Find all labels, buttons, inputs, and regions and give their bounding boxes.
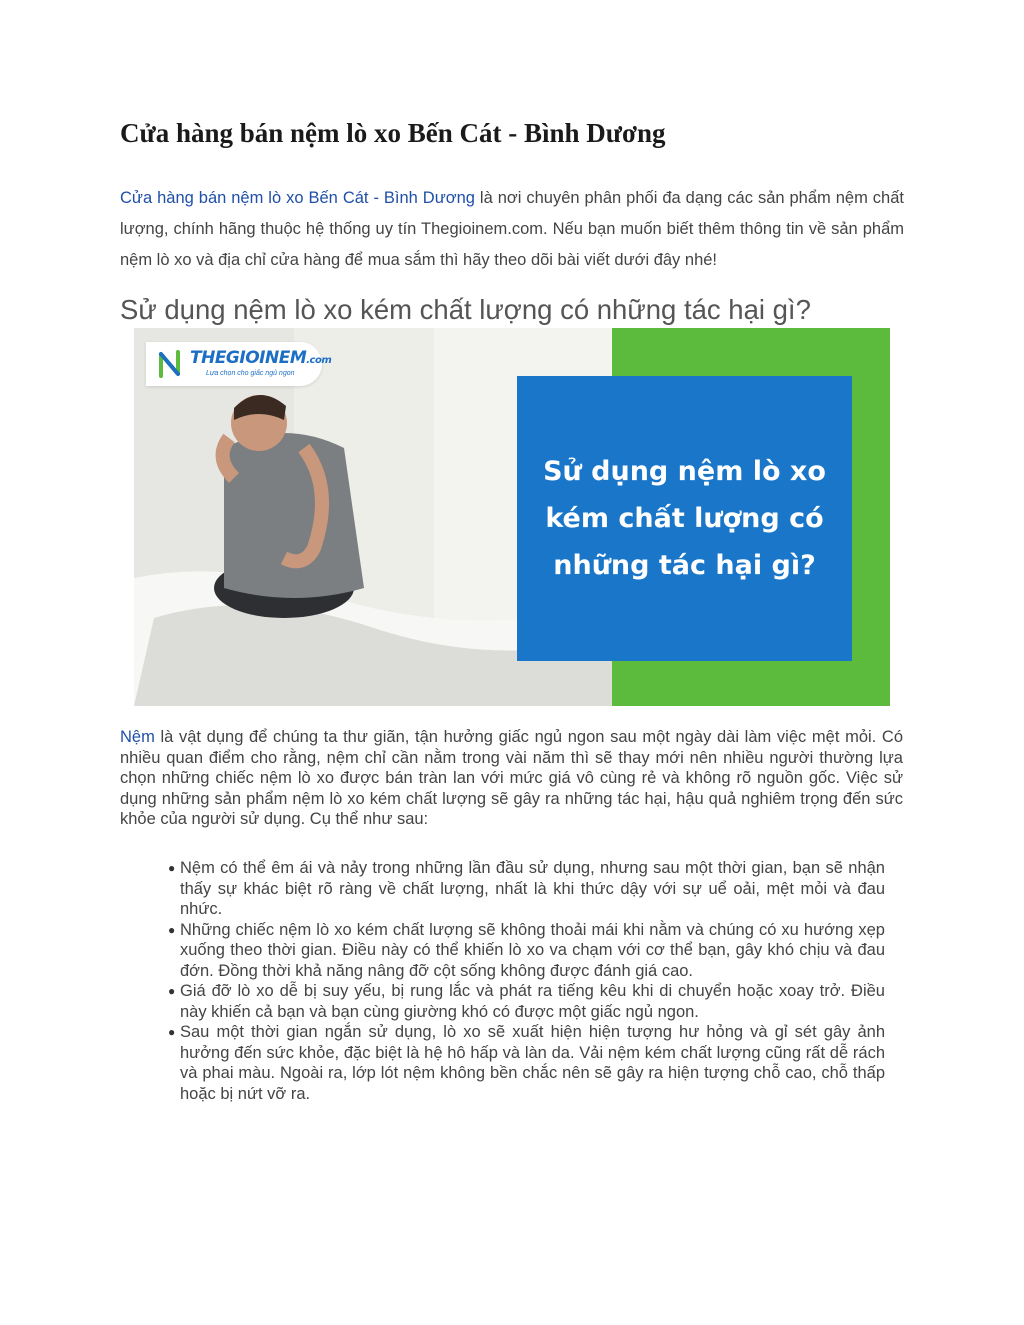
list-item: ● Những chiếc nệm lò xo kém chất lượng sẽ không thoải mái khi nằm và chúng có xu hướng xẹp xuống theo thời gian. Điều này có thể khiến lò xo va chạm với cơ thể bạn, gây khó chịu và đau đớn. Đồng thời khả năng nâng đỡ cột sống không được đánh giá cao. [168, 920, 885, 980]
banner-text-box [517, 376, 852, 661]
n-logo-icon [158, 349, 184, 379]
body-paragraph [120, 727, 903, 830]
intro-text: là nơi chuyên phân phối đa dạng các sản phẩm nệm chất lượng, chính hãng thuộc hệ thống uy tín Thegioinem.com. Nếu bạn muốn biết thêm thông tin về sản phẩm nệm lò xo và địa chỉ cửa hàng để mua sắm thì hãy theo dõi bài viết dưới đây nhé! [120, 189, 904, 269]
brand-logo [146, 342, 332, 386]
bullet-icon: ● [168, 922, 176, 937]
list-item: ● Sau một thời gian ngắn sử dụng, lò xo sẽ xuất hiện hiện tượng hư hỏng và gỉ sét gây ảnh hưởng đến sức khỏe, đặc biệt là hệ hô hấp và làn da. Vải nệm kém chất lượng cũng rất dễ rách và phai màu. Ngoài ra, lớp lót nệm không bền chắc nên sẽ gây ra hiện tượng chỗ cao, chỗ thấp hoặc bị nứt vỡ ra. [168, 1023, 885, 1103]
logo-name: THEGIOINEM.com [190, 348, 332, 368]
intro-paragraph [120, 183, 904, 276]
bullet-icon: ● [168, 861, 176, 875]
list-item: ● Giá đỡ lò xo dễ bị suy yếu, bị rung lắc và phát ra tiếng kêu khi di chuyển hoặc xoay trở. Điều này khiến cả bạn và bạn cùng giường khó có được một giấc ngủ ngon. [168, 982, 885, 1021]
harm-list [168, 858, 885, 1104]
bullet-icon: ● [168, 1025, 176, 1039]
bullet-icon: ● [168, 984, 176, 998]
section-heading: Sử dụng nệm lò xo kém chất lượng có những tác hại gì? [120, 294, 811, 325]
mattress-link[interactable]: Nệm [120, 728, 155, 746]
banner-text: Sử dụng nệm lò xo kém chất lượng có những tác hại gì? [543, 456, 826, 581]
store-link[interactable]: Cửa hàng bán nệm lò xo Bến Cát - Bình Dương [120, 189, 475, 207]
list-item: ● Nệm có thể êm ái và nảy trong những lần đầu sử dụng, nhưng sau một thời gian, bạn sẽ nhận thấy sự khác biệt rõ ràng về chất lượng, nhất là khi thức dậy với sự uể oải, mệt mỏi và đau nhức. [168, 859, 885, 918]
logo-tagline: Lựa chọn cho giấc ngủ ngon [206, 370, 295, 377]
page-title: Cửa hàng bán nệm lò xo Bến Cát - Bình Dương [120, 118, 666, 148]
article-banner-image [134, 328, 890, 706]
body-text: là vật dụng để chúng ta thư giãn, tận hưởng giấc ngủ ngon sau một ngày dài làm việc mệt mỏi. Có nhiều quan điểm cho rằng, nệm chỉ cần nằm trong vài năm thì sẽ thay mới nên nhiều người thường lựa chọn những chiếc nệm lò xo được bán tràn lan với mức giá vô cùng rẻ và không rõ nguồn gốc. Việc sử dụng những sản phẩm nệm lò xo kém chất lượng sẽ gây ra những tác hại, hậu quả nghiêm trọng đến sức khỏe của người sử dụng. Cụ thể như sau: [120, 728, 903, 828]
